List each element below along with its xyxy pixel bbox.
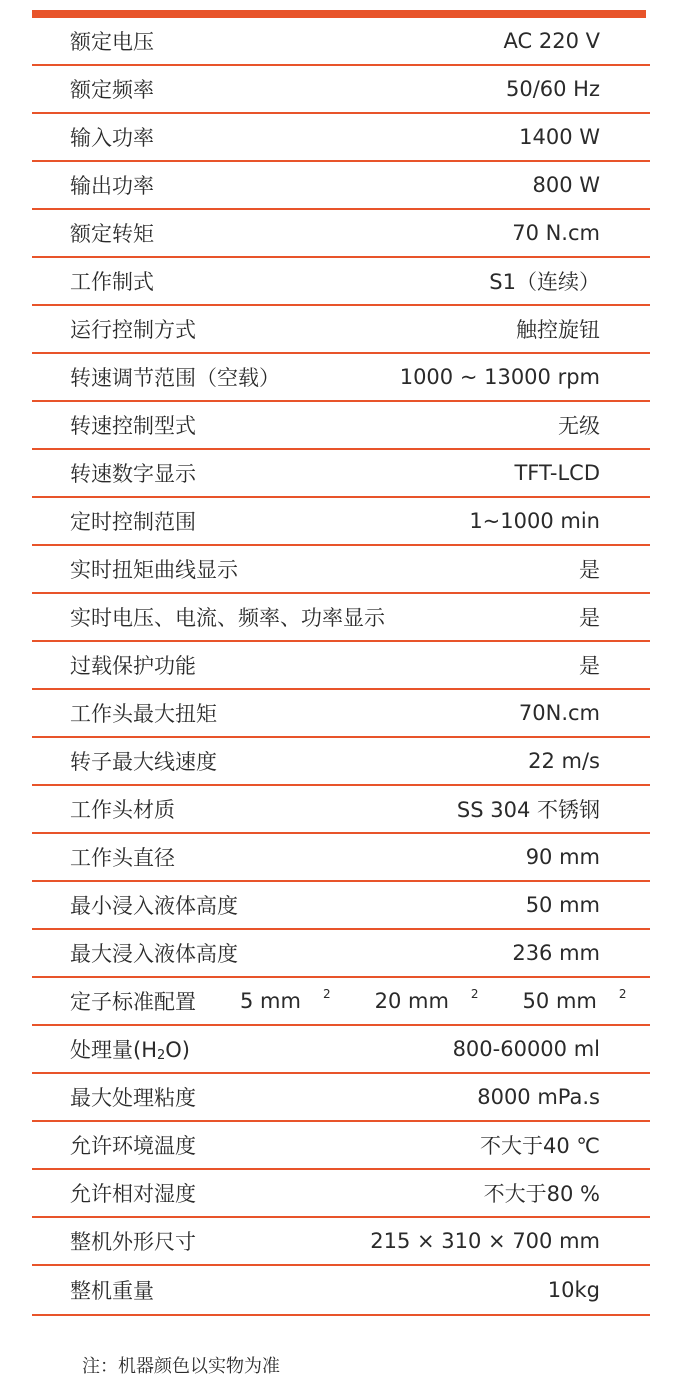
spec-value: 70 N.cm	[512, 221, 600, 245]
stator-size: 5 mm $^2$	[240, 987, 331, 1013]
spec-row	[32, 930, 650, 978]
spec-value: AC 220 V	[503, 29, 600, 53]
spec-value: 215 × 310 × 700 mm	[370, 1229, 600, 1253]
spec-label: 转速控制型式	[70, 414, 196, 438]
spec-value: 8000 mPa.s	[477, 1085, 600, 1109]
spec-label: 实时扭矩曲线显示	[70, 558, 238, 582]
spec-label: 工作头直径	[70, 846, 175, 870]
spec-value: 800-60000 ml	[452, 1037, 600, 1061]
spec-row	[32, 1026, 650, 1074]
spec-value: 1000 ~ 13000 rpm	[399, 365, 600, 389]
spec-value: TFT-LCD	[514, 461, 600, 485]
spec-row	[32, 690, 650, 738]
spec-label: 运行控制方式	[70, 318, 196, 342]
spec-label: 输出功率	[70, 174, 154, 198]
spec-value: 是	[579, 606, 600, 630]
spec-row	[32, 882, 650, 930]
spec-label: 转速调节范围（空载）	[70, 366, 280, 390]
spec-row	[32, 402, 650, 450]
spec-row	[32, 114, 650, 162]
spec-row	[32, 546, 650, 594]
spec-value: SS 304 不锈钢	[456, 798, 600, 822]
spec-label: 额定频率	[70, 78, 154, 102]
spec-value: 70N.cm	[518, 701, 600, 725]
spec-value: 10kg	[547, 1278, 600, 1302]
spec-row	[32, 786, 650, 834]
spec-label: 输入功率	[70, 126, 154, 150]
spec-label: 额定转矩	[70, 222, 154, 246]
spec-value: 不大于40 ℃	[480, 1134, 600, 1158]
spec-row	[32, 1266, 650, 1316]
spec-value: 触控旋钮	[516, 318, 600, 342]
spec-row	[32, 642, 650, 690]
spec-row	[32, 66, 650, 114]
spec-label: 工作头材质	[70, 798, 175, 822]
header-accent-bar	[32, 10, 646, 18]
spec-row-stator	[32, 978, 650, 1026]
spec-label: 实时电压、电流、频率、功率显示	[70, 606, 385, 630]
spec-label: 最大处理粘度	[70, 1086, 196, 1110]
spec-label: 工作头最大扭矩	[70, 702, 217, 726]
spec-value: S1（连续）	[489, 270, 600, 294]
spec-label: 额定电压	[70, 30, 154, 54]
spec-label: 定子标准配置	[70, 990, 196, 1014]
spec-row	[32, 18, 650, 66]
spec-label: 工作制式	[70, 270, 154, 294]
spec-label: 转子最大线速度	[70, 750, 217, 774]
spec-label: 转速数字显示	[70, 462, 196, 486]
spec-label: 过载保护功能	[70, 654, 196, 678]
spec-row	[32, 210, 650, 258]
stator-size: 50 mm $^2$	[522, 987, 627, 1013]
spec-value: 236 mm	[512, 941, 600, 965]
spec-row	[32, 258, 650, 306]
spec-label-throughput: 处理量(H2O)	[70, 1038, 190, 1063]
spec-label: 整机外形尺寸	[70, 1230, 196, 1254]
spec-row	[32, 594, 650, 642]
spec-table	[32, 18, 650, 1316]
spec-row	[32, 162, 650, 210]
spec-label: 最小浸入液体高度	[70, 894, 238, 918]
stator-sizes	[196, 989, 627, 1013]
spec-value: 1400 W	[519, 125, 600, 149]
spec-label: 允许相对湿度	[70, 1182, 196, 1206]
spec-label: 整机重量	[70, 1279, 154, 1303]
spec-value: 50 mm	[525, 893, 600, 917]
spec-row	[32, 354, 650, 402]
spec-row	[32, 306, 650, 354]
spec-row	[32, 498, 650, 546]
spec-row	[32, 450, 650, 498]
spec-value: 50/60 Hz	[505, 77, 600, 101]
spec-label: 最大浸入液体高度	[70, 942, 238, 966]
spec-label: 允许环境温度	[70, 1134, 196, 1158]
spec-row	[32, 1074, 650, 1122]
spec-value: 800 W	[532, 173, 600, 197]
spec-value: 22 m/s	[528, 749, 600, 773]
footnote: 注：机器颜色以实物为准	[82, 1356, 280, 1377]
spec-value: 不大于80 %	[483, 1182, 600, 1206]
spec-value: 是	[579, 654, 600, 678]
spec-row	[32, 738, 650, 786]
spec-row	[32, 1170, 650, 1218]
spec-row	[32, 1218, 650, 1266]
spec-value: 是	[579, 558, 600, 582]
spec-row	[32, 834, 650, 882]
spec-value: 1~1000 min	[469, 509, 600, 533]
spec-row	[32, 1122, 650, 1170]
spec-value: 无级	[558, 414, 600, 438]
spec-value: 90 mm	[525, 845, 600, 869]
stator-size: 20 mm $^2$	[374, 987, 479, 1013]
spec-label: 定时控制范围	[70, 510, 196, 534]
